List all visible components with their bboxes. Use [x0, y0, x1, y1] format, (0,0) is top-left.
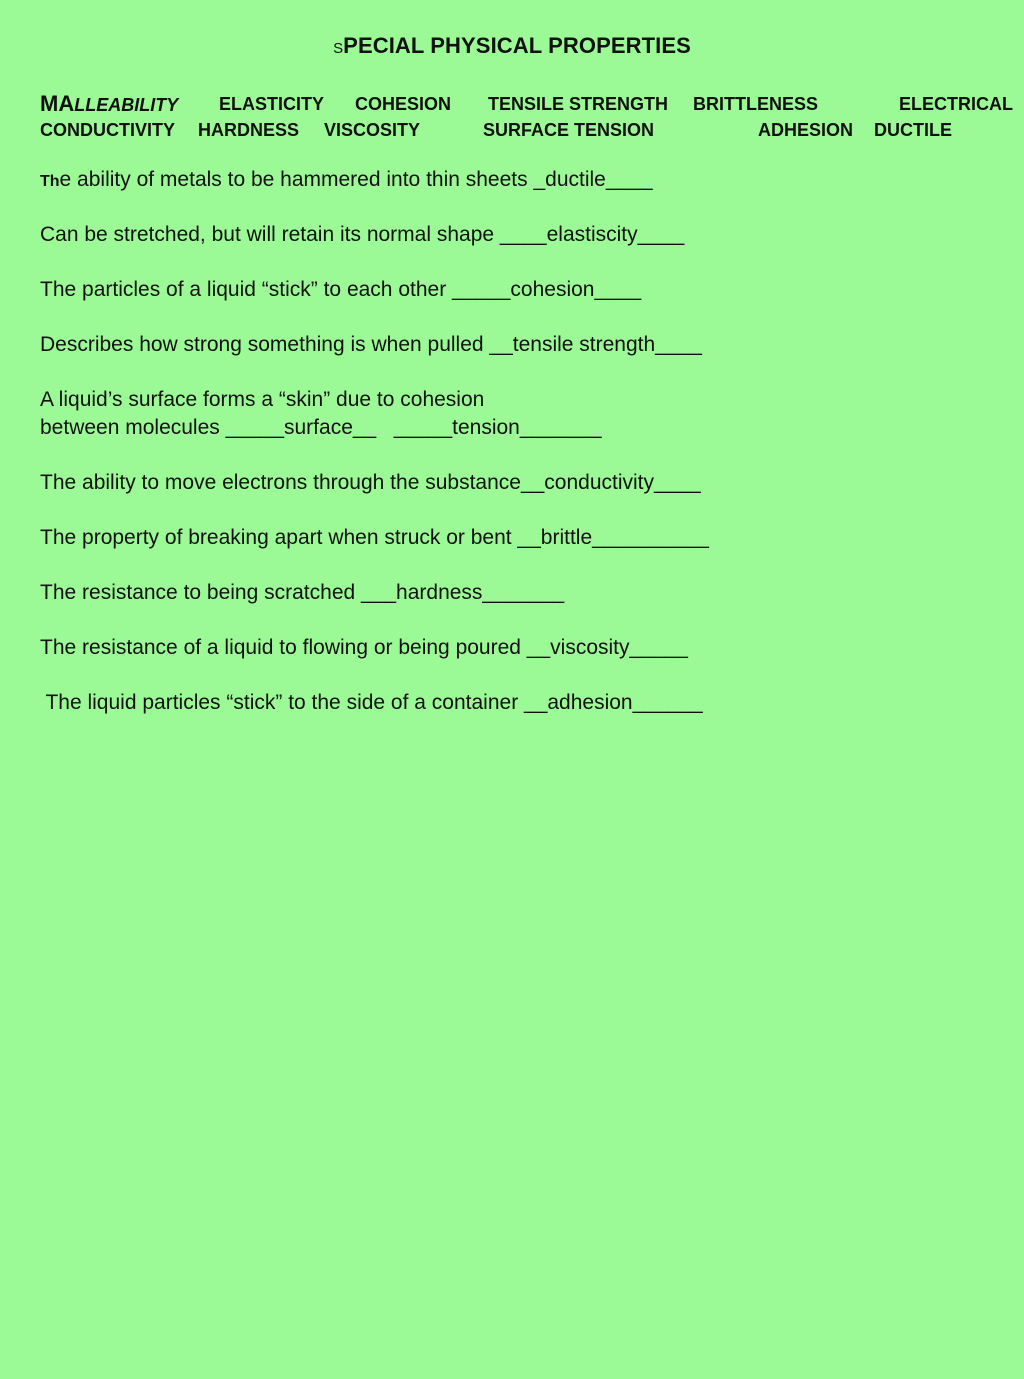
question-7: The property of breaking apart when struck or bent __brittle__________	[40, 526, 709, 549]
word-bank-item: ELASTICITY	[219, 94, 325, 114]
word-bank-item: DUCTILE	[874, 120, 952, 140]
word-bank-item-malleability	[40, 91, 178, 117]
word-bank	[40, 92, 1024, 148]
question-3: The particles of a liquid “stick” to each other _____cohesion____	[40, 278, 642, 301]
question-6: The ability to move electrons through the substance__conductivity____	[40, 471, 701, 494]
question-5	[40, 386, 602, 444]
question-8: The resistance to being scratched ___hardness_______	[40, 581, 565, 604]
title-lead-letter: S	[333, 40, 344, 57]
word-bank-item: COHESION	[355, 94, 452, 114]
word-bank-item: VISCOSITY	[324, 120, 421, 140]
word-bank-item: CONDUCTIVITY	[40, 120, 175, 140]
word-bank-item: ELECTRICAL	[899, 94, 1013, 114]
word-bank-item: BRITTLENESS	[693, 94, 819, 114]
question-lead: Th	[40, 173, 60, 190]
question-10: The liquid particles “stick” to the side of a container __adhesion______	[40, 691, 703, 714]
word-bank-item: ADHESION	[758, 120, 854, 140]
question-2: Can be stretched, but will retain its normal shape ____elastiscity____	[40, 223, 685, 246]
question-1	[40, 168, 653, 196]
title-text: PECIAL PHYSICAL PROPERTIES	[343, 33, 691, 58]
word-bank-item-lead: MA	[40, 91, 75, 116]
question-text-line-1: A liquid’s surface forms a “skin” due to cohesion	[40, 388, 485, 411]
word-bank-item: HARDNESS	[198, 120, 300, 140]
question-9: The resistance of a liquid to flowing or being poured __viscosity_____	[40, 636, 688, 659]
word-bank-item: TENSILE STRENGTH	[488, 94, 669, 114]
question-4: Describes how strong something is when pulled __tensile strength____	[40, 333, 702, 356]
question-text: e ability of metals to be hammered into thin sheets _ductile____	[59, 168, 653, 191]
word-bank-item-rest: LLEABILITY	[74, 95, 179, 115]
page-title	[0, 33, 1024, 61]
question-text-line-2: between molecules _____surface__ _____tension_______	[40, 416, 602, 439]
word-bank-item: SURFACE TENSION	[483, 120, 655, 140]
